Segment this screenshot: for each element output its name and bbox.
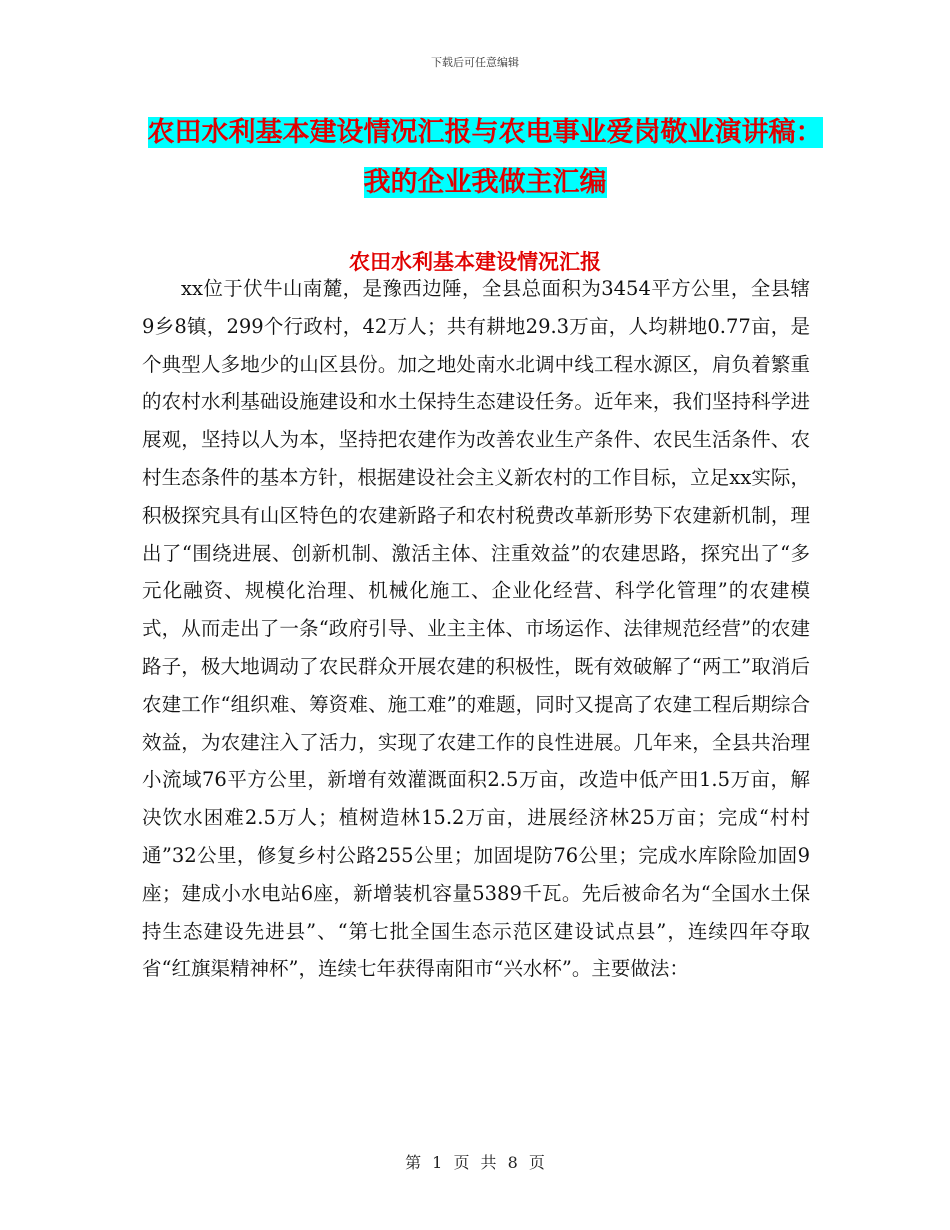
body-paragraph: xx位于伏牛山南麓，是豫西边陲，全县总面积为3454平方公里，全县辖9乡8镇，299个行政村，42万人；共有耕地29.3万亩，人均耕地0.77亩，是个典型人多地少的山区县份。加之地处南水北调中线工程水源区，肩负着繁重的农村水利基础设施建设和水土保持生态建设任务。近年来，我们坚持科学进展观，坚持以人为本，坚持把农建作为改善农业生产条件、农民生活条件、农村生态条件的基本方针，根据建设社会主义新农村的工作目标，立足xx实际，积极探究具有山区特色的农建新路子和农村税费改革新形势下农建新机制，理出了“围绕进展、创新机制、激活主体、注重效益”的农建思路，探究出了“多元化融资、规模化治理、机械化施工、企业化经营、科学化管理”的农建模式，从而走出了一条“政府引导、业主主体、市场运作、法律规范经营”的农建路子，极大地调动了农民群众开展农建的积极性，既有效破解了“两工”取消后农建工作“组织难、筹资难、施工难”的难题，同时又提高了农建工程后期综合效益，为农建注入了活力，实现了农建工作的良性进展。几年来，全县共治理小流域76平方公里，新增有效灌溉面积2.5万亩，改造中低产田1.5万亩，解决饮水困难2.5万人；植树造林15.2万亩，进展经济林25万亩；完成“村村通”32公里，修复乡村公路255公里；加固堤防76公里；完成水库除险加固9座；建成小水电站6座，新增装机容量5389千瓦。先后被命名为“全国水土保持生态建设先进县”、“第七批全国生态示范区建设试点县”，连续四年夺取省“红旗渠精神杯”，连续七年获得南阳市“兴水杯”。主要做法：	[142, 277, 810, 981]
section-heading: 农田水利基本建设情况汇报	[349, 250, 601, 274]
page-number-footer: 第 1 页 共 8 页	[405, 1153, 545, 1172]
page-header-note: 下载后可任意编辑	[431, 56, 519, 69]
document-title-highlight: 农田水利基本建设情况汇报与农电事业爱岗敬业演讲稿：我的企业我做主汇编	[147, 117, 823, 198]
document-title	[140, 108, 830, 208]
